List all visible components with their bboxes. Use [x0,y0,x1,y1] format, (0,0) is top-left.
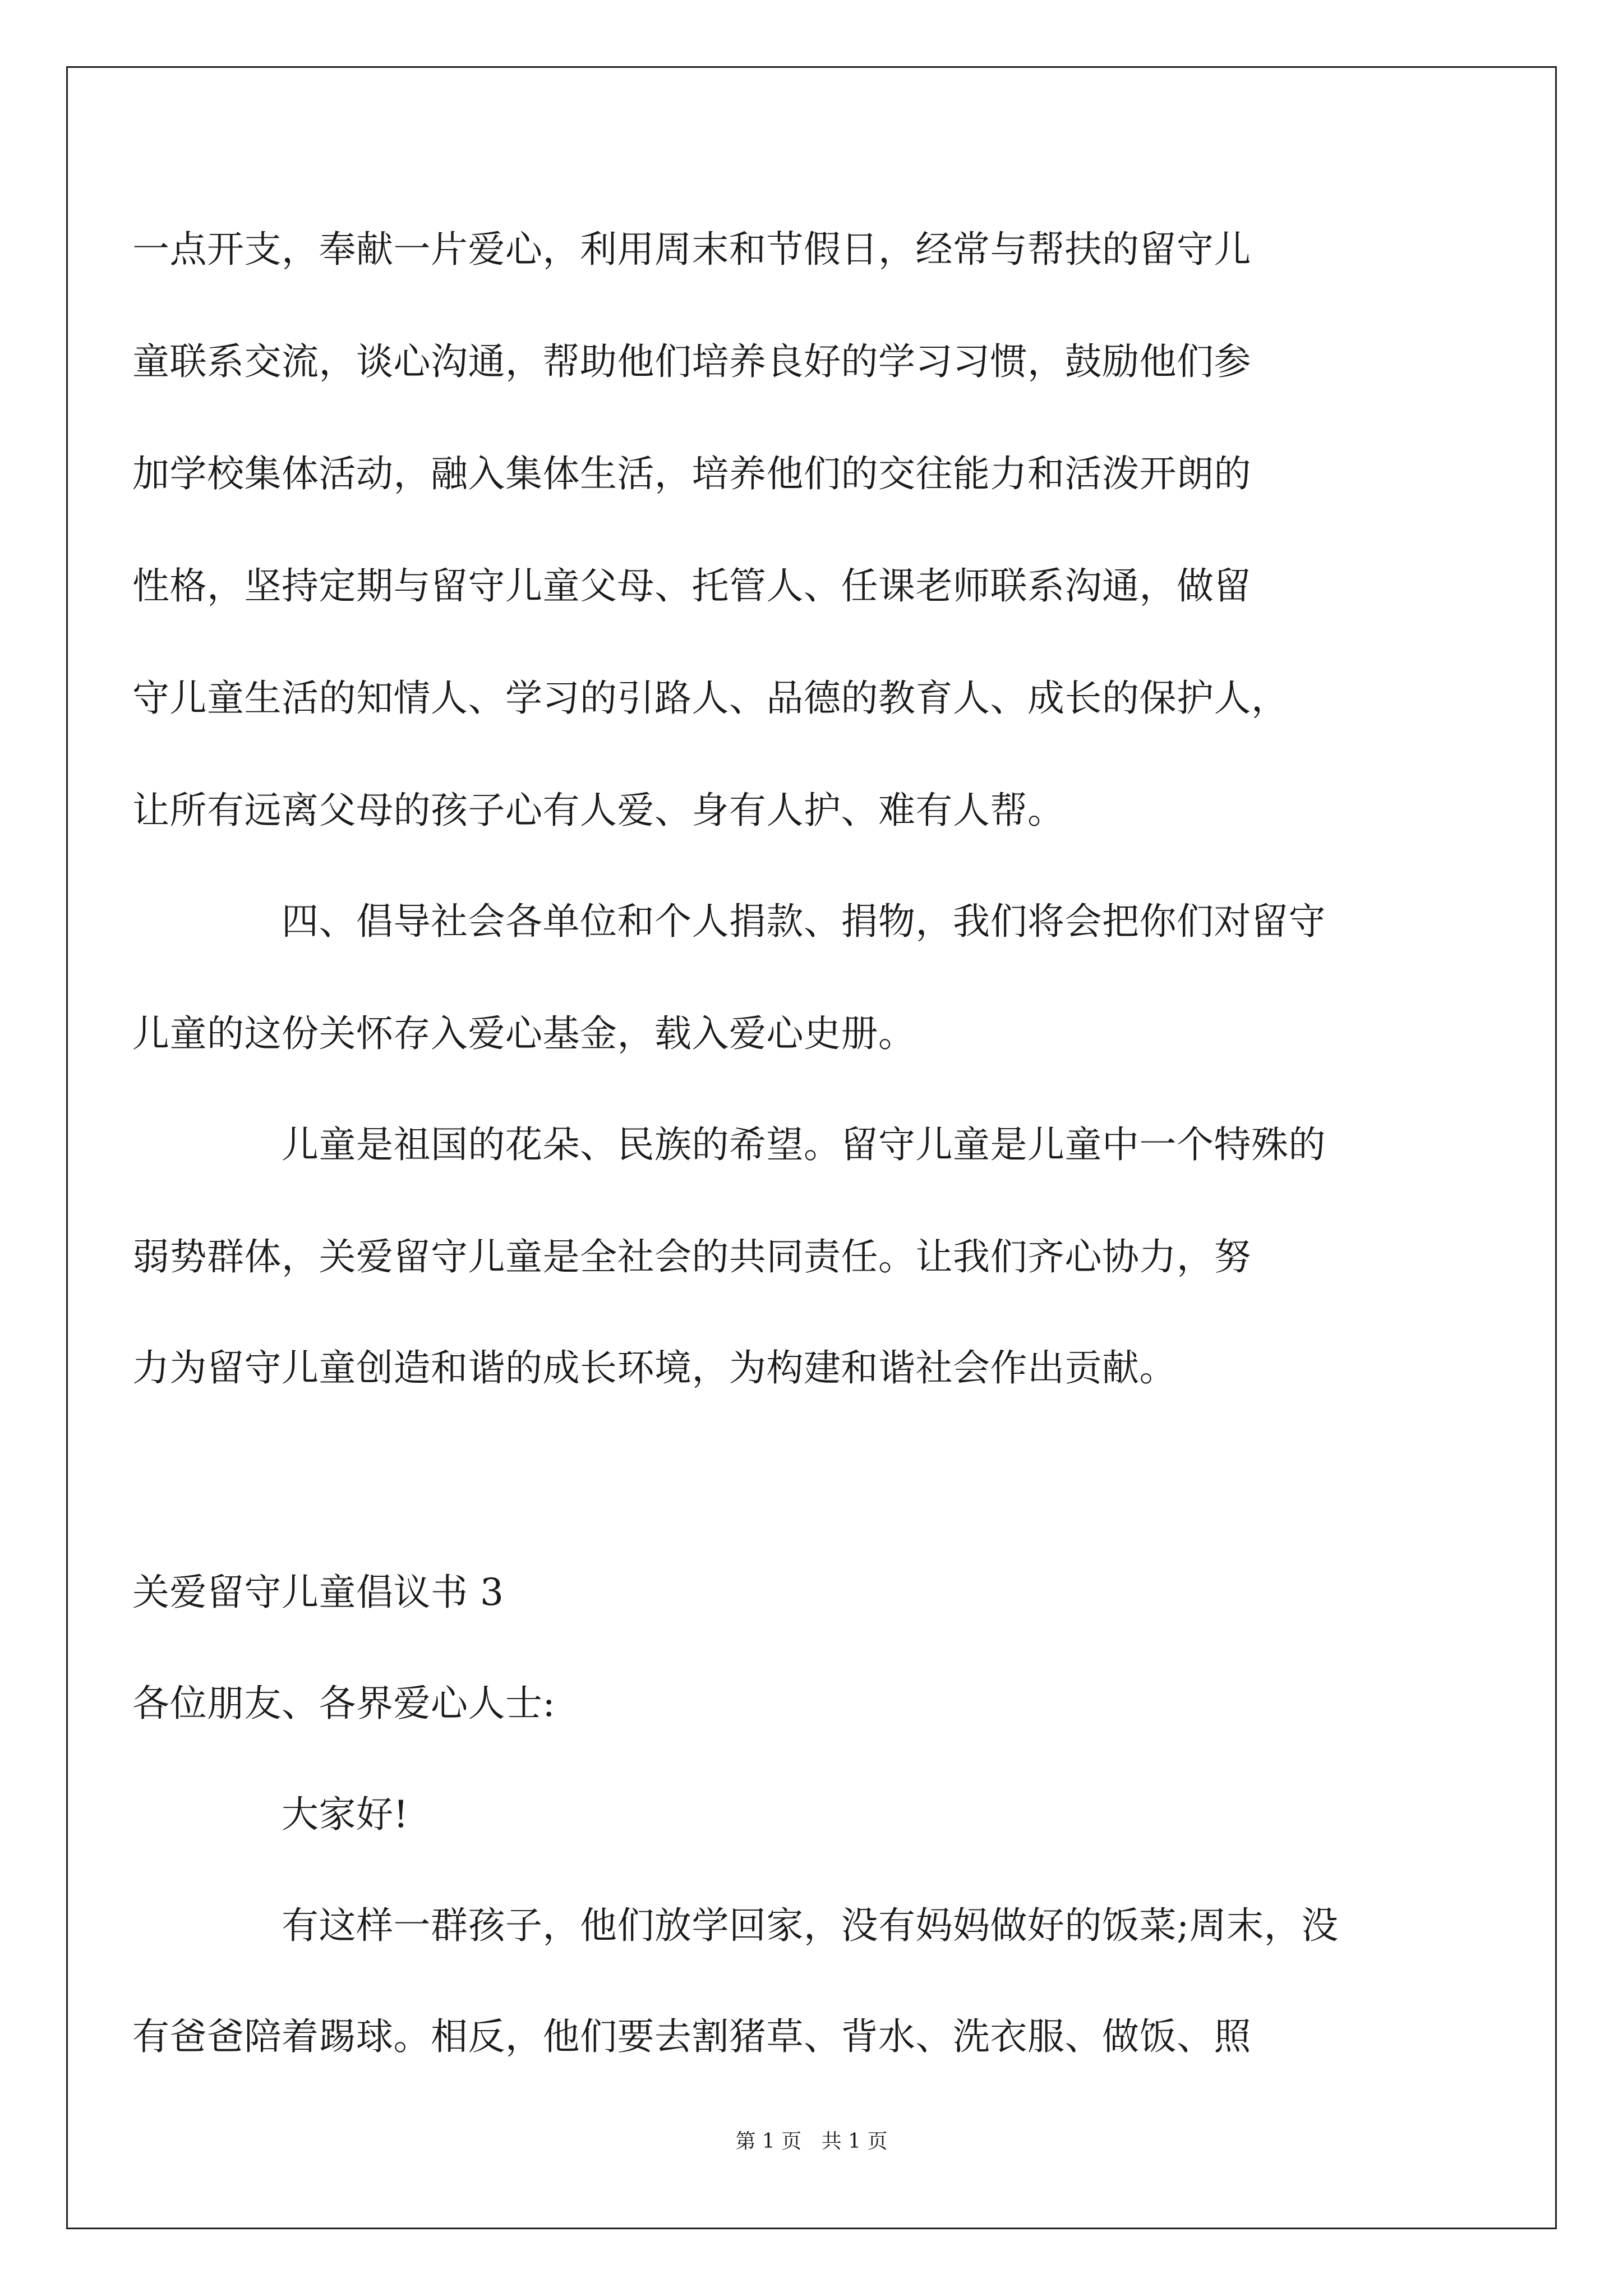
body-text-line: 弱势群体，关爱留守儿童是全社会的共同责任。让我们齐心协力，努 [132,1235,1251,1278]
greeting: 大家好! [282,1793,409,1836]
section-title: 关爱留守儿童倡议书 3 [132,1571,504,1614]
body-text-line: 儿童的这份关怀存入爱心基金，载入爱心史册。 [132,1012,916,1055]
page-number-total: 共 1 页 [821,2130,888,2153]
body-text-line: 儿童是祖国的花朵、民族的希望。留守儿童是儿童中一个特殊的 [282,1123,1326,1166]
body-text-line: 力为留守儿童创造和谐的成长环境，为构建和谐社会作出贡献。 [132,1346,1177,1389]
page-number-current: 第 1 页 [735,2130,802,2153]
salutation: 各位朋友、各界爱心人士: [132,1682,556,1725]
body-text-line: 让所有远离父母的孩子心有人爱、身有人护、难有人帮。 [132,789,1065,832]
body-text-line: 一点开支，奉献一片爱心，利用周末和节假日，经常与帮扶的留守儿 [132,228,1251,271]
body-text-line: 有这样一群孩子，他们放学回家，没有妈妈做好的饭菜;周末，没 [282,1904,1339,1947]
body-text-line: 性格，坚持定期与留守儿童父母、托管人、任课老师联系沟通，做留 [132,564,1251,608]
body-text-line: 四、倡导社会各单位和个人捐款、捐物，我们将会把你们对留守 [282,900,1326,943]
body-text-line: 守儿童生活的知情人、学习的引路人、品德的教育人、成长的保护人， [132,677,1289,720]
page-footer [0,2132,1623,2152]
body-text-line: 童联系交流，谈心沟通，帮助他们培养良好的学习习惯，鼓励他们参 [132,340,1251,383]
body-text-line: 有爸爸陪着踢球。相反，他们要去割猪草、背水、洗衣服、做饭、照 [132,2015,1251,2058]
body-text-line: 加学校集体活动，融入集体生活，培养他们的交往能力和活泼开朗的 [132,452,1251,495]
